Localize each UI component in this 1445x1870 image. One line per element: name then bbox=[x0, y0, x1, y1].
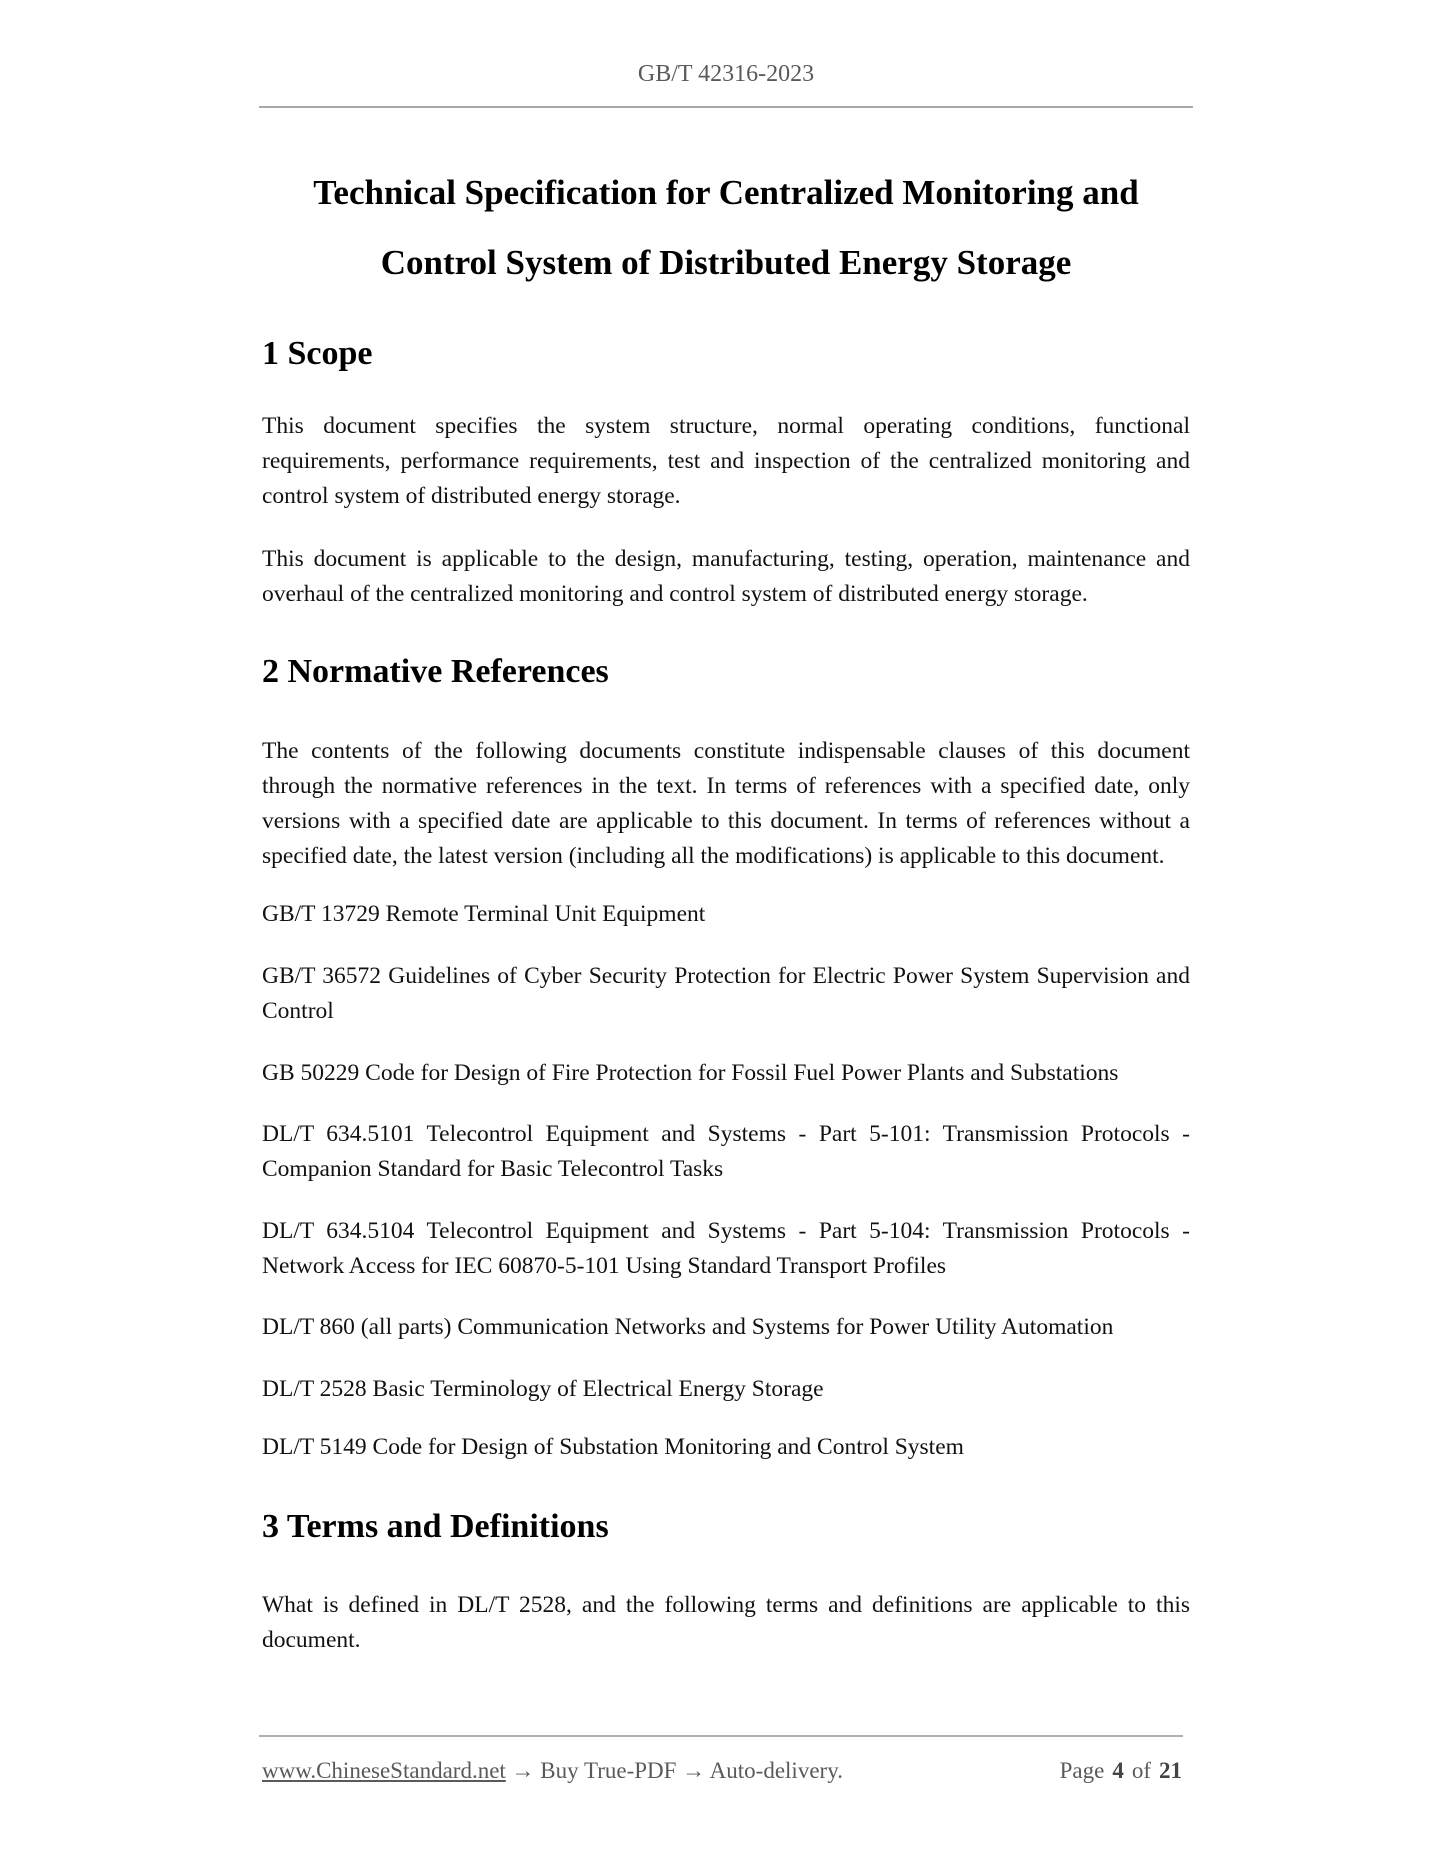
section-heading-normative-references: 2 Normative References bbox=[262, 653, 609, 690]
running-header: GB/T 42316-2023 bbox=[637, 61, 815, 87]
scope-paragraph-2: This document is applicable to the design, manufacturing, testing, operation, maintenance and overhaul of the centralized monitoring and control system of distributed energy storage. bbox=[262, 546, 1190, 607]
section-heading-scope: 1 Scope bbox=[262, 335, 373, 372]
reference-item: DL/T 634.5101 Telecontrol Equipment and Systems - Part 5-101: Transmission Protocols - Companion Standard for Basic Telecontrol Tasks bbox=[262, 1121, 1190, 1182]
footer-divider bbox=[259, 1735, 1183, 1737]
document-title-line-1: Technical Specification for Centralized Monitoring and bbox=[313, 173, 1139, 212]
section-heading-terms-definitions: 3 Terms and Definitions bbox=[262, 1508, 609, 1545]
reference-item: DL/T 860 (all parts) Communication Networks and Systems for Power Utility Automation bbox=[262, 1314, 1114, 1340]
arrow-right-icon: → bbox=[511, 1758, 535, 1783]
buy-true-pdf-text: Buy True-PDF bbox=[540, 1758, 677, 1783]
document-title bbox=[259, 158, 1193, 298]
of-label: of bbox=[1131, 1758, 1151, 1783]
page-label: Page bbox=[1059, 1758, 1105, 1783]
reference-item: GB/T 36572 Guidelines of Cyber Security Protection for Electric Power System Supervision and Control bbox=[262, 963, 1190, 1024]
normative-references-intro: The contents of the following documents constitute indispensable clauses of this document through the normative references in the text. In terms of references with a specified date, only versions with a specified date are applicable to this document. In terms of references without a specified date, the latest version (including all the modifications) is applicable to this document. bbox=[262, 738, 1190, 869]
reference-item: DL/T 634.5104 Telecontrol Equipment and Systems - Part 5-104: Transmission Protocols - Network Access for IEC 60870-5-101 Using Standard Transport Profiles bbox=[262, 1218, 1190, 1279]
reference-item: GB 50229 Code for Design of Fire Protection for Fossil Fuel Power Plants and Substations bbox=[262, 1060, 1119, 1086]
header-divider bbox=[259, 106, 1193, 108]
arrow-right-icon: → bbox=[682, 1758, 706, 1783]
document-title-line-2: Control System of Distributed Energy Storage bbox=[380, 243, 1072, 282]
reference-item: GB/T 13729 Remote Terminal Unit Equipment bbox=[262, 901, 706, 927]
reference-item: DL/T 2528 Basic Terminology of Electrical Energy Storage bbox=[262, 1376, 824, 1402]
auto-delivery-text: Auto-delivery. bbox=[709, 1758, 843, 1783]
page-indicator bbox=[1060, 1755, 1182, 1787]
reference-item: DL/T 5149 Code for Design of Substation Monitoring and Control System bbox=[262, 1434, 964, 1460]
scope-paragraph-1: This document specifies the system structure, normal operating conditions, functional requirements, performance requirements, test and inspection of the centralized monitoring and control system of distributed energy storage. bbox=[262, 413, 1190, 509]
terms-definitions-paragraph: What is defined in DL/T 2528, and the following terms and definitions are applicable to this document. bbox=[262, 1592, 1190, 1653]
total-pages-number: 21 bbox=[1159, 1758, 1182, 1783]
current-page-number: 4 bbox=[1112, 1758, 1124, 1783]
footer-promo bbox=[262, 1755, 843, 1787]
chinesestandard-link[interactable]: www.ChineseStandard.net bbox=[262, 1758, 506, 1783]
